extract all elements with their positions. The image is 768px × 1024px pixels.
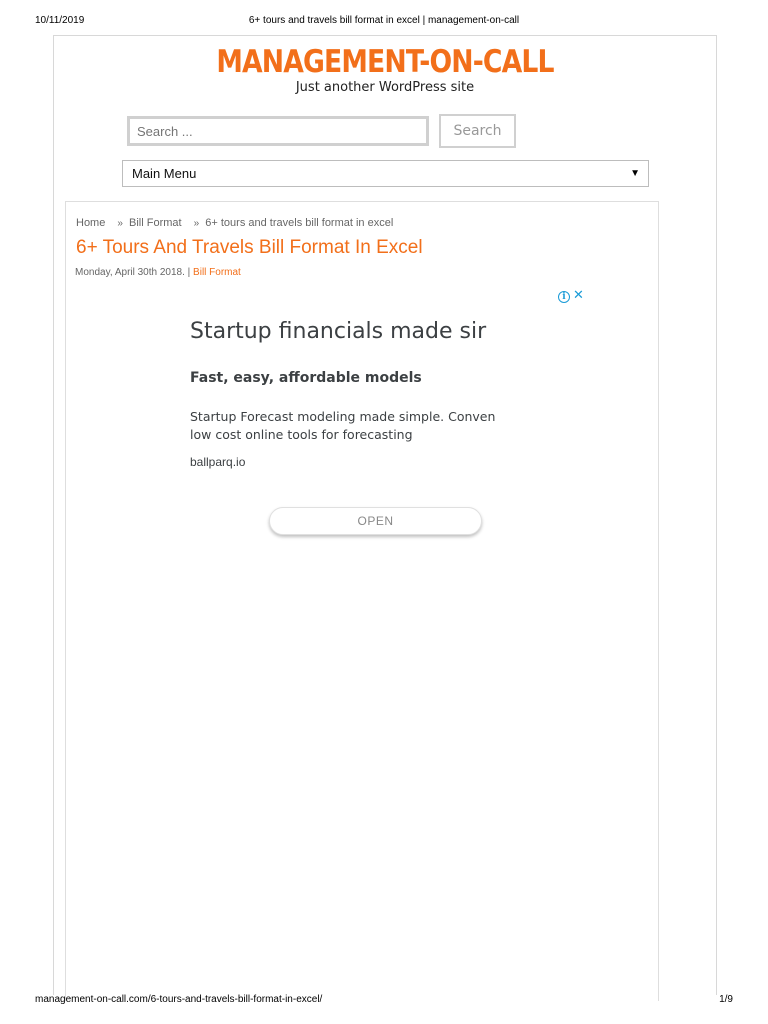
site-tagline: Just another WordPress site bbox=[295, 80, 475, 95]
main-menu-select[interactable] bbox=[122, 160, 649, 187]
ad-domain[interactable]: ballparq.io bbox=[190, 455, 246, 469]
post-content bbox=[65, 201, 659, 1001]
search-button[interactable]: Search bbox=[439, 114, 516, 148]
info-icon[interactable]: i bbox=[558, 291, 570, 303]
post-date: Monday, April 30th 2018. | bbox=[75, 267, 191, 278]
print-page-title: 6+ tours and travels bill format in excel | management-on-call bbox=[248, 15, 520, 26]
print-date: 10/11/2019 bbox=[35, 15, 85, 26]
post-category-link[interactable]: Bill Format bbox=[193, 267, 241, 278]
post-meta bbox=[75, 267, 241, 278]
close-icon[interactable]: ✕ bbox=[573, 288, 584, 303]
ad-headline[interactable]: Startup financials made sir bbox=[190, 319, 487, 344]
breadcrumb-home[interactable]: Home bbox=[76, 217, 106, 229]
print-header bbox=[0, 15, 768, 31]
print-page-number: 1/9 bbox=[719, 994, 733, 1005]
site-title[interactable]: MANAGEMENT-ON-CALL bbox=[216, 44, 554, 80]
ad-open-button[interactable]: OPEN bbox=[269, 507, 482, 535]
page-frame bbox=[53, 35, 717, 995]
main-menu-label: Main Menu bbox=[132, 166, 197, 181]
print-footer bbox=[0, 994, 768, 1010]
ad-body[interactable] bbox=[190, 408, 506, 444]
breadcrumb bbox=[76, 217, 393, 229]
breadcrumb-current: 6+ tours and travels bill format in excel bbox=[205, 217, 394, 229]
print-url: management-on-call.com/6-tours-and-travels-bill-format-in-excel/ bbox=[35, 994, 323, 1005]
breadcrumb-category[interactable]: Bill Format bbox=[129, 217, 182, 229]
breadcrumb-separator: » bbox=[117, 218, 123, 229]
post-title: 6+ Tours And Travels Bill Format In Excel bbox=[76, 237, 423, 258]
ad-subheadline[interactable]: Fast, easy, affordable models bbox=[190, 370, 422, 386]
ad-body-line: Startup Forecast modeling made simple. Conven bbox=[190, 409, 496, 424]
triangle-down-icon: ▼ bbox=[630, 168, 640, 179]
ad-body-line: low cost online tools for forecasting bbox=[190, 427, 413, 442]
breadcrumb-separator: » bbox=[193, 218, 200, 229]
search-input[interactable] bbox=[127, 116, 429, 146]
